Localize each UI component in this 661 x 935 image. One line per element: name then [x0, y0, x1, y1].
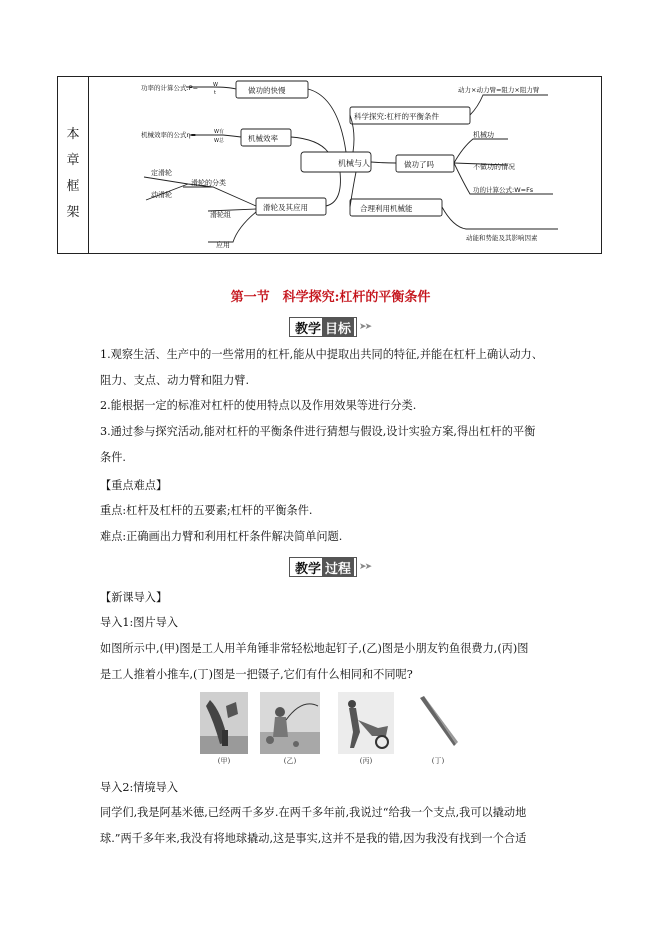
- teaching-process-banner: [289, 556, 370, 578]
- eff-frac-den: W总: [214, 138, 224, 144]
- photo-caption: (甲): [217, 757, 231, 765]
- energy-factors: 动能和势能及其影响因素: [466, 234, 538, 242]
- mindmap-node: 做功了吗: [404, 160, 434, 169]
- framework-label-char: 章: [66, 153, 80, 168]
- mechanical-work: 机械功: [473, 131, 494, 139]
- eff-frac-num: W有: [214, 129, 224, 135]
- work-formula: 功的计算公式:W=Fs: [473, 186, 534, 194]
- banner-text-b: 目标: [322, 318, 354, 336]
- moving-pulley: 动滑轮: [151, 191, 172, 199]
- hammer-worker-photo: [200, 692, 248, 754]
- intro1-line: 如图所示中,(甲)图是工人用羊角锤非常轻松地起钉子,(乙)图是小朋友钓鱼很费力,(丙)图: [100, 642, 529, 655]
- photo-caption: (乙): [283, 757, 297, 765]
- framework-label-char: 架: [66, 205, 80, 220]
- key-header: 【重点难点】: [100, 479, 168, 492]
- tweezers-photo: [414, 692, 462, 754]
- mindmap-node: 做功的快慢: [248, 86, 286, 95]
- efficiency-formula: 机械效率的公式η=: [141, 131, 197, 139]
- objective-line: 条件.: [100, 451, 126, 464]
- mindmap-node: 科学探究:杠杆的平衡条件: [354, 112, 440, 121]
- power-formula: 功率的计算公式:P=: [141, 84, 199, 92]
- objective-line: 1.观察生活、生产中的一些常用的杠杆,能从中提取出共同的特征,并能在杠杆上确认动力、: [100, 348, 543, 361]
- power-frac-den: t: [214, 90, 216, 96]
- objective-line: 阻力、支点、动力臂和阻力臂.: [100, 374, 249, 387]
- framework-label-char: 本: [66, 127, 80, 142]
- banner-text-b: 过程: [322, 558, 354, 576]
- section-title: 第一节 科学探究:杠杆的平衡条件: [230, 290, 431, 305]
- new-lesson-header: 【新课导入】: [100, 591, 168, 604]
- no-work-cases: 不做功的情况: [473, 163, 515, 171]
- pulley-block: 滑轮组: [210, 211, 231, 219]
- intro1-title: 导入1:图片导入: [100, 616, 179, 629]
- intro2-line: 球.”两千多年来,我没有将地球撬动,这是事实,这并不是我的错,因为我没有找到一个合适: [100, 832, 527, 845]
- mind-map: [88, 77, 601, 253]
- wheelbarrow-worker-photo: [338, 692, 394, 754]
- power-frac-num: W: [213, 82, 218, 88]
- framework-label-char: 框: [66, 179, 80, 194]
- pulley-application: 应用: [216, 241, 230, 249]
- photo-caption: (丙): [359, 757, 373, 765]
- photo-caption: (丁): [431, 757, 445, 765]
- framework-label-column: [58, 77, 89, 253]
- intro1-line: 是工人推着小推车,(丁)图是一把镊子,它们有什么相同和不同呢?: [100, 668, 413, 681]
- banner-text-a: 教学: [295, 321, 322, 337]
- key-point: 重点:杠杆及杠杆的五要素;杠杆的平衡条件.: [100, 504, 313, 517]
- teaching-goals-banner: [289, 316, 370, 338]
- pulley-class: 滑轮的分类: [191, 179, 226, 187]
- banner-text-a: 教学: [295, 561, 322, 577]
- fixed-pulley: 定滑轮: [151, 169, 172, 177]
- mindmap-node: 机械效率: [248, 134, 278, 143]
- objective-line: 3.通过参与探究活动,能对杠杆的平衡条件进行猜想与假设,设计实验方案,得出杠杆的平衡: [100, 425, 536, 438]
- objective-line: 2.能根据一定的标准对杠杆的使用特点以及作用效果等进行分类.: [100, 399, 417, 412]
- intro2-line: 同学们,我是阿基米德,已经两千多岁.在两千多年前,我说过“给我一个支点,我可以撬动地: [100, 806, 527, 819]
- mindmap-center: 机械与人: [338, 159, 370, 168]
- lever-condition: 动力×动力臂=阻力×阻力臂: [458, 86, 540, 94]
- child-fishing-photo: [260, 692, 320, 754]
- arrow-icon: ➤➤: [359, 562, 371, 572]
- arrow-icon: ➤➤: [359, 322, 371, 332]
- mindmap-node: 合理利用机械能: [360, 204, 413, 213]
- chapter-framework: [57, 76, 602, 254]
- difficulty: 难点:正确画出力臂和利用杠杆条件解决简单问题.: [100, 530, 343, 543]
- mindmap-node: 滑轮及其应用: [263, 203, 308, 212]
- intro2-title: 导入2:情境导入: [100, 781, 179, 794]
